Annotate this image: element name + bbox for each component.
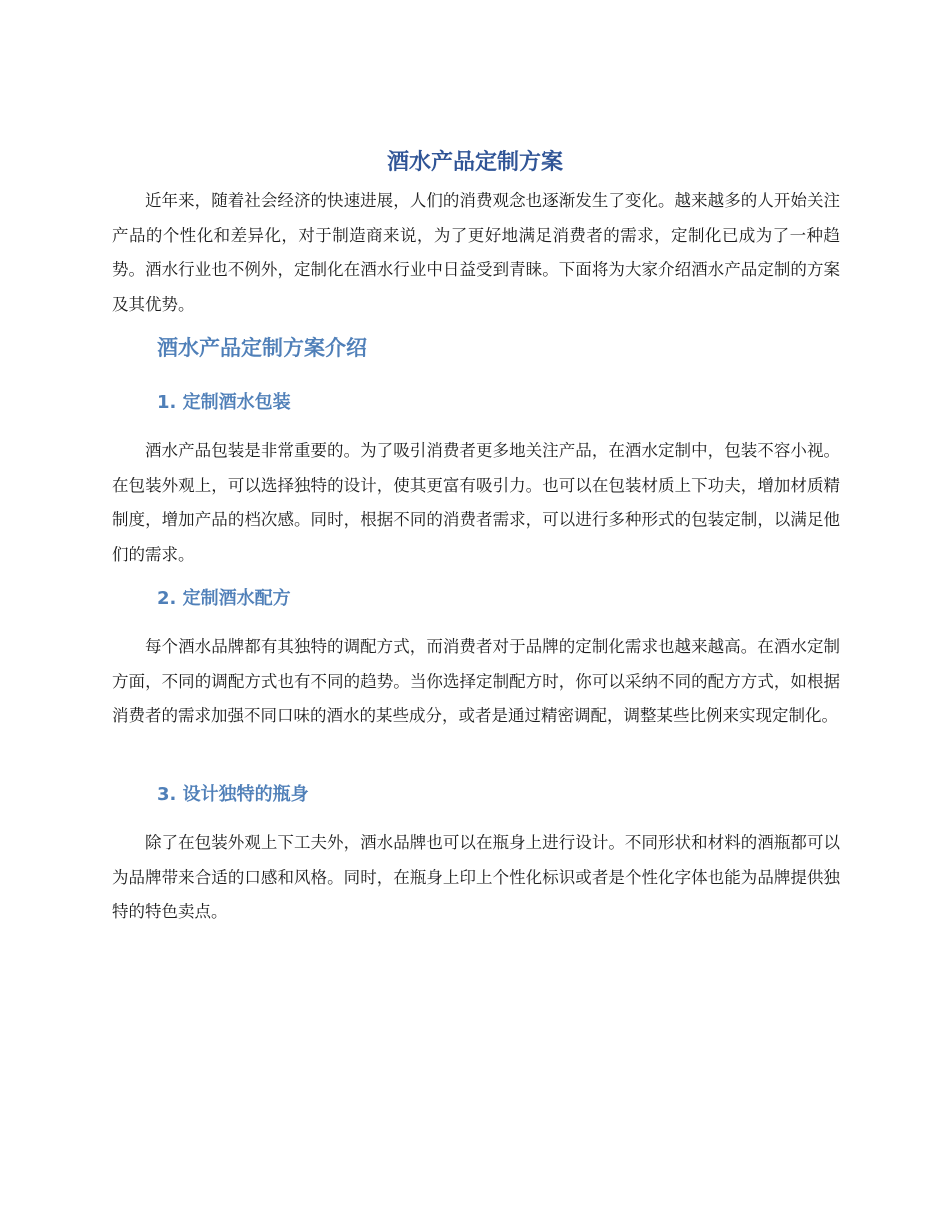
document-title: 酒水产品定制方案 xyxy=(386,150,563,175)
subsection-heading-bottle: 3. 设计独特的瓶身 xyxy=(157,784,309,805)
intro-paragraph: 近年来，随着社会经济的快速进展，人们的消费观念也逐渐发生了变化。越来越多的人开始关注产品的个性化和差异化，对于制造商来说，为了更好地满足消费者的需求，定制化已成为了一种趋势。酒水行业也不例外，定制化在酒水行业中日益受到青睐。下面将为大家介绍酒水产品定制的方案及其优势。 xyxy=(112,191,840,315)
section-heading: 酒水产品定制方案介绍 xyxy=(157,336,367,360)
subsection-body-formula: 每个酒水品牌都有其独特的调配方式，而消费者对于品牌的定制化需求也越来越高。在酒水定制方面，不同的调配方式也有不同的趋势。当你选择定制配方时，你可以采纳不同的配方方式，如根据消费者的需求加强不同口味的酒水的某些成分，或者是通过精密调配，调整某些比例来实现定制化。 xyxy=(112,637,840,726)
subsection-body-packaging: 酒水产品包装是非常重要的。为了吸引消费者更多地关注产品，在酒水定制中，包装不容小视。在包装外观上，可以选择独特的设计，使其更富有吸引力。也可以在包装材质上下功夫，增加材质精制度，增加产品的档次感。同时，根据不同的消费者需求，可以进行多种形式的包装定制，以满足他们的需求。 xyxy=(112,441,840,565)
subsection-heading-formula: 2. 定制酒水配方 xyxy=(157,588,291,609)
subsection-body-bottle: 除了在包装外观上下工夫外，酒水品牌也可以在瓶身上进行设计。不同形状和材料的酒瓶都可以为品牌带来合适的口感和风格。同时，在瓶身上印上个性化标识或者是个性化字体也能为品牌提供独特的特色卖点。 xyxy=(112,833,840,922)
subsection-heading-packaging: 1. 定制酒水包装 xyxy=(157,392,291,413)
